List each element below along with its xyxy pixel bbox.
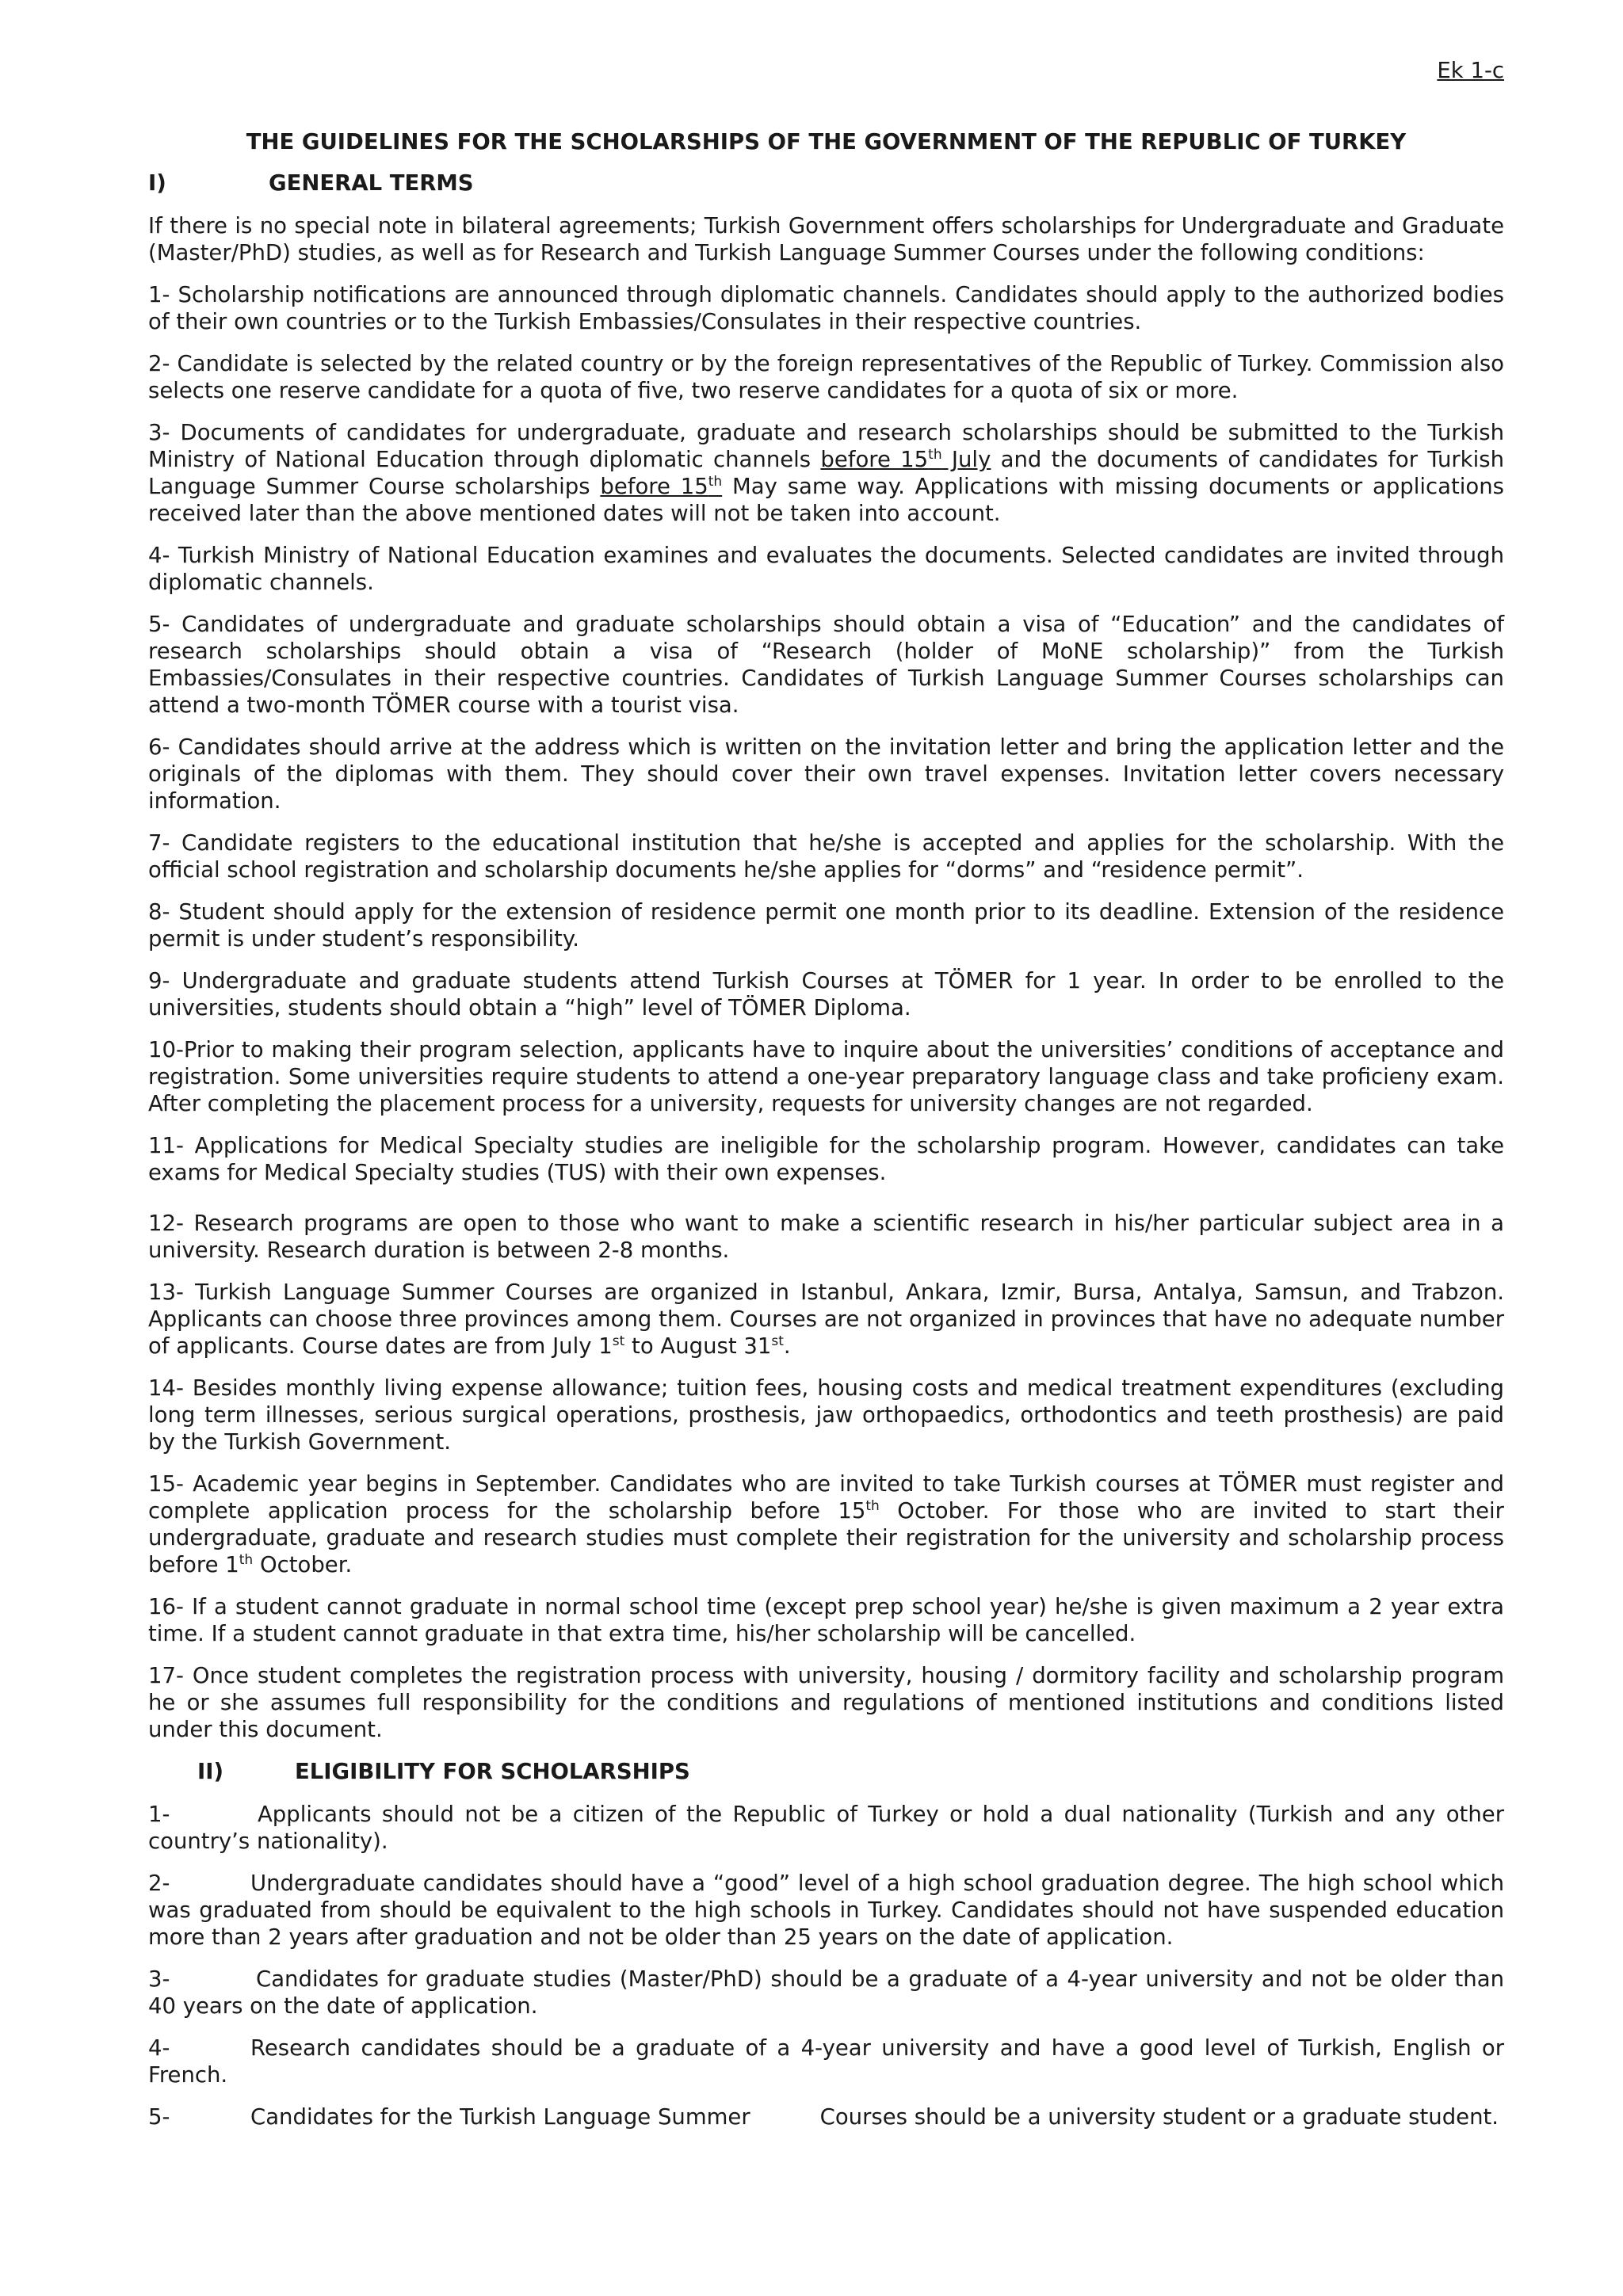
ordinal-suffix: th bbox=[708, 473, 723, 490]
text-run: May same way. Applications with missing documents or applications received later than the above mentioned dates will not be taken into account. bbox=[148, 474, 1504, 526]
term-item-4: 4- Turkish Ministry of National Education examines and evaluates the documents. Selected candidates are invited through diplomatic channels. bbox=[148, 543, 1504, 595]
term-item-10: 10-Prior to making their program selection, applicants have to inquire about the universities’ conditions of acceptance and registration. Some universities require students to attend a one-year preparatory language class and take proficieny exam. After completing the placement process for a university, requests for university changes are not regarded. bbox=[148, 1037, 1504, 1116]
text-run: 3- Documents of candidates for undergraduate, graduate and research scholarships should be submitted to the Turkish Ministry of National Education through diplomatic channels bbox=[148, 420, 1504, 472]
term-item-14: 14- Besides monthly living expense allowance; tuition fees, housing costs and medical treatment expenditures (excluding long term illnesses, serious surgical operations, prosthesis, jaw orthopaedics, orthodontics and teeth prosthesis) are paid by the Turkish Government. bbox=[148, 1375, 1504, 1455]
item-number: 5- bbox=[148, 2104, 170, 2130]
eligibility-item-1 bbox=[148, 1801, 1504, 1855]
term-item-15 bbox=[148, 1470, 1504, 1578]
text-run: October. For those who are invited to start their undergraduate, graduate and research studies must complete their registration for the university and scholarship process before 1 bbox=[148, 1498, 1504, 1577]
section-title: GENERAL TERMS bbox=[269, 170, 474, 196]
text-run: before 15 bbox=[820, 447, 929, 472]
eligibility-item-2 bbox=[148, 1870, 1504, 1951]
eligibility-item-4 bbox=[148, 2035, 1504, 2088]
item-text: Research candidates should be a graduate of a 4-year university and have a good level of Turkish, English or French. bbox=[148, 2035, 1504, 2088]
term-item-7: 7- Candidate registers to the educational institution that he/she is accepted and applies for the scholarship. With the official school registration and scholarship documents he/she applies for “dorms” and “residence permit”. bbox=[148, 830, 1504, 883]
term-item-11: 11- Applications for Medical Specialty studies are ineligible for the scholarship program. However, candidates can take exams for Medical Specialty studies (TUS) with their own expenses. bbox=[148, 1133, 1504, 1185]
term-item-8: 8- Student should apply for the extension of residence permit one month prior to its deadline. Extension of the residence permit is under student’s responsibility. bbox=[148, 899, 1504, 952]
term-item-17: 17- Once student completes the registration process with university, housing / dormitory facility and scholarship program he or she assumes full responsibility for the conditions and regulations of mentioned institutions and conditions listed under this document. bbox=[148, 1663, 1504, 1742]
ordinal-suffix: st bbox=[612, 1333, 625, 1349]
annex-label: Ek 1-c bbox=[1437, 58, 1504, 83]
item-number: 2- bbox=[148, 1871, 170, 1896]
text-run: and the documents of candidates for Turkish Language Summer Course scholarships bbox=[148, 447, 1504, 499]
text-run: before 15 bbox=[600, 474, 708, 499]
text-run: to August 31 bbox=[624, 1333, 772, 1359]
text-run: 13- Turkish Language Summer Courses are organized in Istanbul, Ankara, Izmir, Bursa, Antalya, Samsun, and Trabzon. Applicants can choose three provinces among them. Courses are not organized in provinces that have no adequate number of applicants. Course dates are from July 1 bbox=[148, 1280, 1504, 1359]
item-text: Courses should be a university student or a graduate student. bbox=[819, 2104, 1499, 2130]
item-text: Undergraduate candidates should have a “good” level of a high school graduation degree. The high school which was graduated from should be equivalent to the high schools in Turkey. Candidates should not have suspended education more than 2 years after graduation and not be older than 25 years on the date of application. bbox=[148, 1871, 1504, 1950]
term-item-6: 6- Candidates should arrive at the address which is written on the invitation letter and bring the application letter and the originals of the diplomas with them. They should cover their own travel expenses. Invitation letter covers necessary information. bbox=[148, 734, 1504, 814]
ordinal-suffix: th bbox=[928, 446, 942, 463]
term-item-3 bbox=[148, 419, 1504, 527]
intro-paragraph: If there is no special note in bilateral agreements; Turkish Government offers scholarships for Undergraduate and Graduate (Master/PhD) studies, as well as for Research and Turkish Language Summer Courses under the following conditions: bbox=[148, 213, 1504, 265]
term-item-16: 16- If a student cannot graduate in normal school time (except prep school year) he/she is given maximum a 2 year extra time. If a student cannot graduate in that extra time, his/her scholarship will be cancelled. bbox=[148, 1594, 1504, 1646]
section-heading-general-terms bbox=[148, 170, 1504, 196]
text-run: July bbox=[941, 447, 991, 472]
item-number: 4- bbox=[148, 2035, 170, 2061]
deadline-july bbox=[820, 447, 991, 472]
term-item-9: 9- Undergraduate and graduate students attend Turkish Courses at TÖMER for 1 year. In order to be enrolled to the universities, students should obtain a “high” level of TÖMER Diploma. bbox=[148, 968, 1504, 1020]
ordinal-suffix: th bbox=[239, 1551, 254, 1568]
section-number: I) bbox=[148, 170, 166, 196]
text-run: 15- Academic year begins in September. Candidates who are invited to take Turkish courses at TÖMER must register and complete application process for the scholarship before 15 bbox=[148, 1471, 1504, 1524]
item-text: Candidates for graduate studies (Master/PhD) should be a graduate of a 4-year university and not be older than 40 years on the date of application. bbox=[148, 1966, 1504, 2019]
document-title: THE GUIDELINES FOR THE SCHOLARSHIPS OF THE GOVERNMENT OF THE REPUBLIC OF TURKEY bbox=[246, 129, 1407, 154]
item-number: 3- bbox=[148, 1966, 170, 1992]
term-item-2: 2- Candidate is selected by the related country or by the foreign representatives of the Republic of Turkey. Commission also selects one reserve candidate for a quota of five, two reserve candidates for a quota of six or more. bbox=[148, 351, 1504, 403]
eligibility-item-5 bbox=[148, 2103, 1504, 2130]
section-number: II) bbox=[197, 1759, 224, 1784]
text-run: . bbox=[783, 1333, 791, 1359]
term-item-1: 1- Scholarship notifications are announced through diplomatic channels. Candidates should apply to the authorized bodies of their own countries or to the Turkish Embassies/Consulates in their respective countries. bbox=[148, 282, 1504, 334]
deadline-may bbox=[600, 474, 722, 499]
item-text: Applicants should not be a citizen of the Republic of Turkey or hold a dual nationality (Turkish and any other country’s nationality). bbox=[148, 1802, 1504, 1854]
term-item-12: 12- Research programs are open to those who want to make a scientific research in his/her particular subject area in a university. Research duration is between 2-8 months. bbox=[148, 1211, 1504, 1263]
term-item-5: 5- Candidates of undergraduate and graduate scholarships should obtain a visa of “Education” and the candidates of research scholarships should obtain a visa of “Research (holder of MoNE scholarship)” from the Turkish Embassies/Consulates in their respective countries. Candidates of Turkish Language Summer Courses scholarships can attend a two-month TÖMER course with a tourist visa. bbox=[148, 612, 1504, 718]
term-item-13 bbox=[148, 1279, 1504, 1360]
ordinal-suffix: st bbox=[771, 1333, 784, 1349]
eligibility-item-3 bbox=[148, 1966, 1504, 2019]
section-title: ELIGIBILITY FOR SCHOLARSHIPS bbox=[295, 1759, 690, 1784]
ordinal-suffix: th bbox=[865, 1497, 880, 1514]
item-text: Candidates for the Turkish Language Summer bbox=[250, 2104, 750, 2130]
section-heading-eligibility bbox=[197, 1758, 1504, 1785]
item-number: 1- bbox=[148, 1802, 170, 1827]
text-run: October. bbox=[253, 1552, 353, 1577]
